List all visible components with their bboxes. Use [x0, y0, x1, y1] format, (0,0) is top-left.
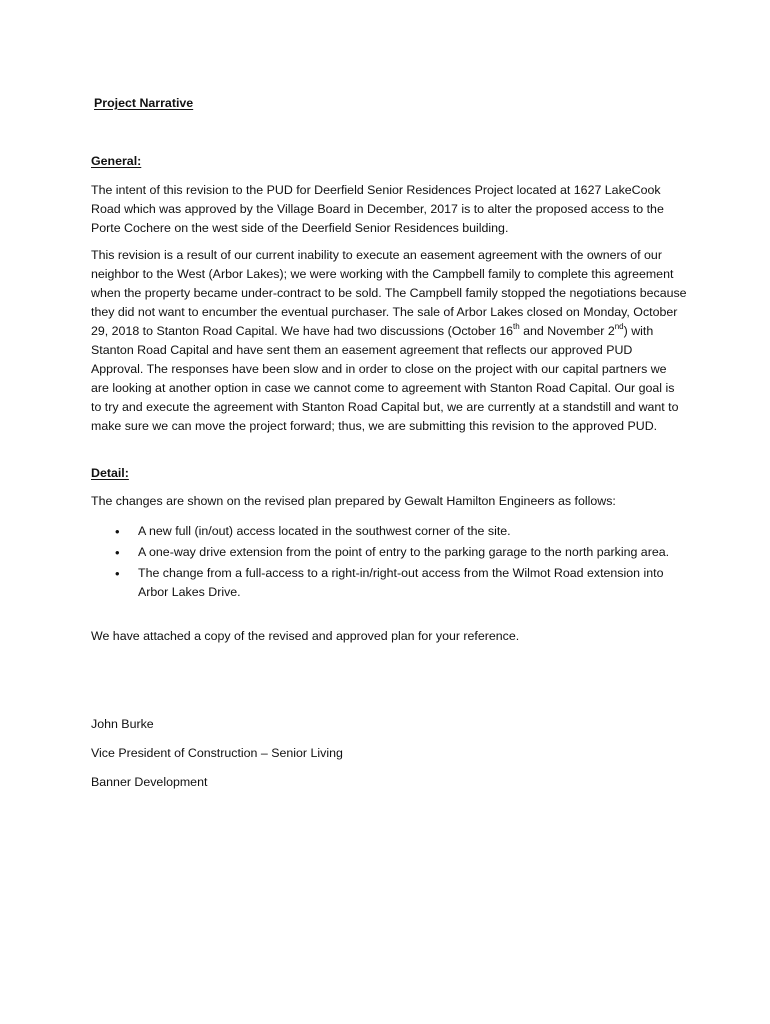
bullet-icon: • [115, 545, 120, 560]
document-title: Project Narrative [94, 96, 194, 110]
general-heading: General: [91, 154, 142, 168]
bullet-icon: • [115, 524, 120, 539]
list-item [91, 564, 681, 602]
general-paragraph-2 [91, 246, 687, 436]
closing-sentence: We have attached a copy of the revised and approved plan for your reference. [91, 629, 520, 643]
signature-company: Banner Development [91, 775, 208, 789]
list-item [91, 543, 681, 562]
detail-intro: The changes are shown on the revised plan prepared by Gewalt Hamilton Engineers as follows: [91, 494, 616, 508]
changes-list [91, 522, 681, 604]
list-item-text: A one-way drive extension from the point of entry to the parking garage to the north parking area. [138, 545, 670, 559]
bullet-icon: • [115, 566, 120, 581]
general-paragraph-1: The intent of this revision to the PUD for Deerfield Senior Residences Project located at 1627 LakeCook Road which was approved by the Village Board in December, 2017 is to alter the proposed access to the Porte Cochere on the west side of the Deerfield Senior Residences building. [91, 183, 664, 235]
signature-position: Vice President of Construction – Senior Living [91, 746, 343, 760]
signature-name: John Burke [91, 717, 154, 731]
ordinal-suffix-nd: nd [614, 321, 624, 331]
list-item-text: The change from a full-access to a right-in/right-out access from the Wilmot Road extension into Arbor Lakes Drive. [138, 566, 664, 599]
detail-heading: Detail: [91, 466, 129, 480]
list-item [91, 522, 681, 541]
general-paragraph-2-part-b: and November 2 [519, 324, 615, 338]
general-paragraph-2-part-c: ) with Stanton Road Capital and have sent them an easement agreement that reflects our approved PUD Approval. The responses have been slow and in order to close on the project with our capital partners we are looking at another option in case we cannot come to agreement with Stanton Road Capital. Our goal is to try and execute the agreement with Stanton Road Capital but, we are currently at a standstill and want to make sure we can move the project forward; thus, we are submitting this revision to the approved PUD. [91, 324, 679, 433]
ordinal-suffix-th: th [513, 321, 520, 331]
list-item-text: A new full (in/out) access located in the southwest corner of the site. [138, 524, 511, 538]
general-paragraph-2-part-a: This revision is a result of our current inability to execute an easement agreement with the owners of our neighbor to the West (Arbor Lakes); we were working with the Campbell family to complete this agreement when the property became under-contract to be sold. The Campbell family stopped the negotiations because they did not want to encumber the eventual purchaser. The sale of Arbor Lakes closed on Monday, October 29, 2018 to Stanton Road Capital. We have had two discussions (October 16 [91, 248, 687, 338]
